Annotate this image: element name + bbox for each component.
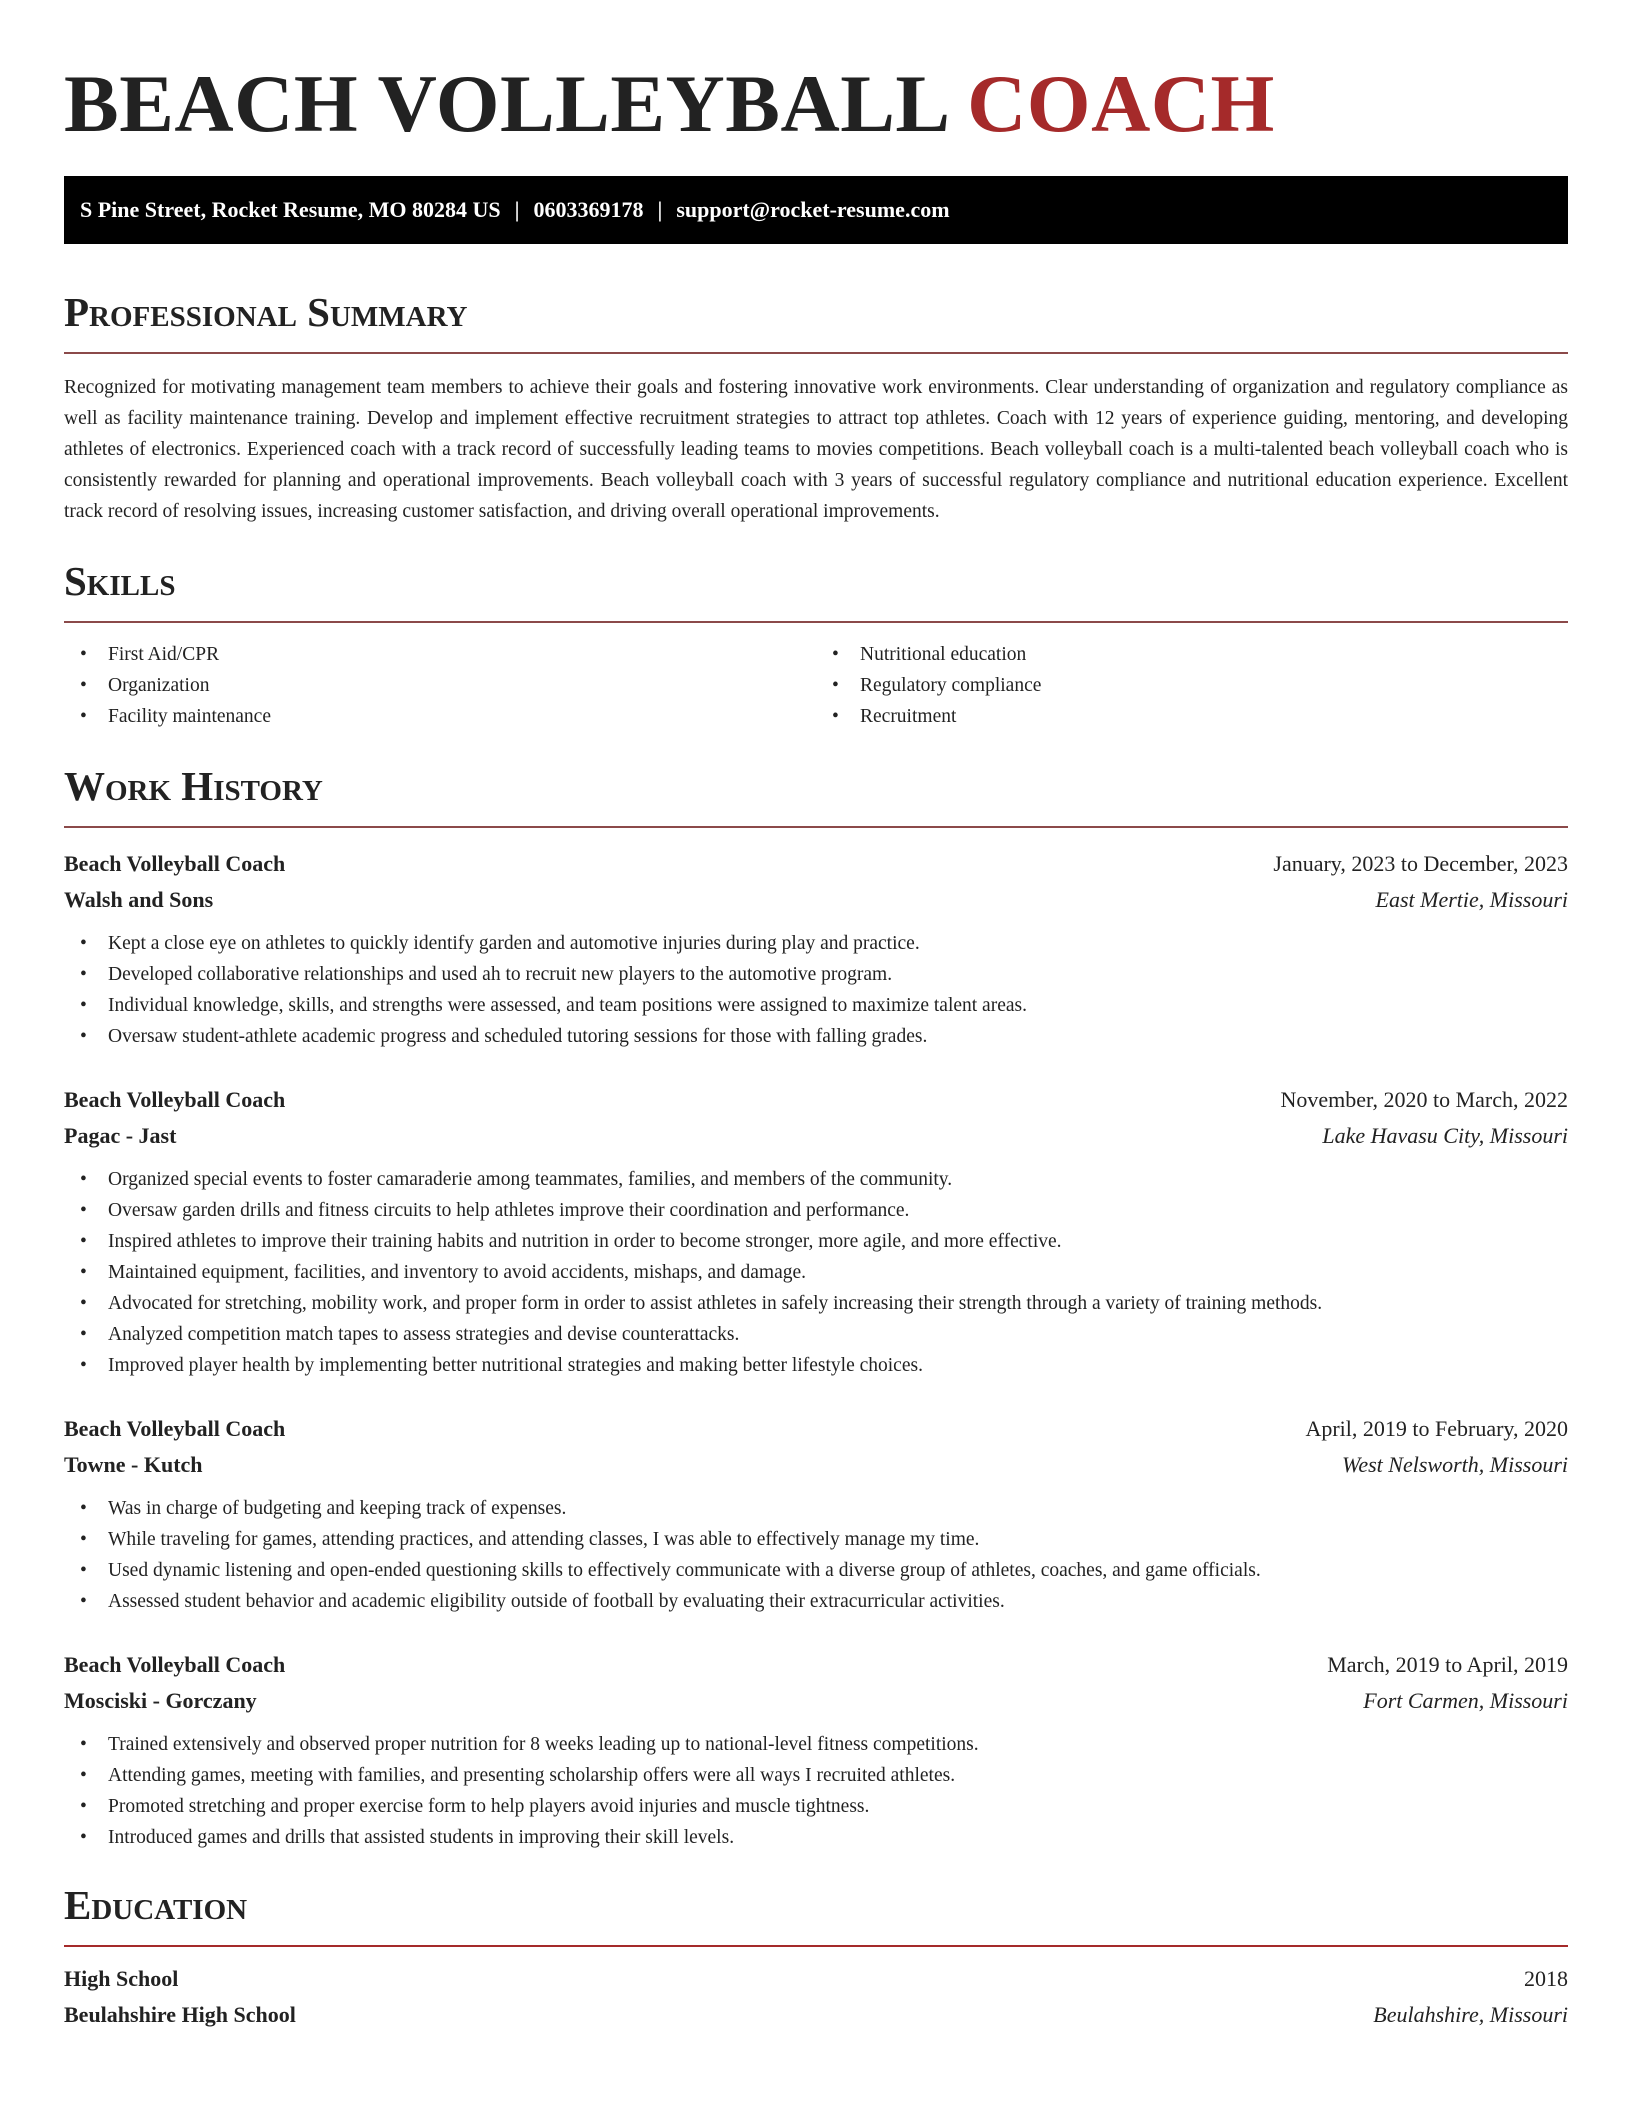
contact-bar: [64, 176, 1568, 244]
contact-phone: 0603369178: [533, 197, 644, 222]
job-location: Lake Havasu City, Missouri: [1322, 1123, 1568, 1148]
job-bullet: • Introduced games and drills that assisted students in improving their skill levels.: [64, 1822, 1568, 1853]
education-entry: [64, 1961, 1568, 2033]
summary-heading: Professional Summary: [64, 289, 468, 335]
section-divider: [64, 621, 1568, 623]
job-location: West Nelsworth, Missouri: [1342, 1452, 1568, 1477]
skills-left-list: [64, 639, 816, 732]
education-header-row: [64, 1961, 1568, 1997]
job-company-row: [64, 882, 1568, 918]
name-last: COACH: [967, 58, 1275, 149]
section-divider: [64, 826, 1568, 828]
education-degree: High School: [64, 1966, 179, 1991]
job-bullets: [64, 1729, 1568, 1853]
job-dates: April, 2019 to February, 2020: [1305, 1416, 1568, 1441]
job-header-row: [64, 1647, 1568, 1683]
job-bullet: • Individual knowledge, skills, and strengths were assessed, and team positions were assigned to maximize talent areas.: [64, 990, 1568, 1021]
job-bullet: • Inspired athletes to improve their training habits and nutrition in order to become stronger, more agile, and more effective.: [64, 1226, 1568, 1257]
skill-item: • Nutritional education: [816, 639, 1568, 670]
skills-heading: Skills: [64, 558, 176, 604]
job-entry: [64, 1082, 1568, 1381]
contact-separator: |: [514, 197, 520, 222]
job-bullet: • Used dynamic listening and open-ended questioning skills to effectively communicate with a diverse group of athletes, coaches, and game officials.: [64, 1555, 1568, 1586]
name-first: BEACH VOLLEYBALL: [64, 58, 947, 149]
job-title: Beach Volleyball Coach: [64, 1416, 286, 1441]
work-history-heading: Work History: [64, 763, 323, 809]
job-company: Mosciski - Gorczany: [64, 1688, 257, 1713]
resume-name: [64, 0, 1568, 152]
job-dates: November, 2020 to March, 2022: [1280, 1087, 1568, 1112]
job-bullet: • Oversaw garden drills and fitness circuits to help athletes improve their coordination and performance.: [64, 1195, 1568, 1226]
job-company: Walsh and Sons: [64, 887, 214, 912]
job-bullet: • Was in charge of budgeting and keeping track of expenses.: [64, 1493, 1568, 1524]
job-company: Pagac - Jast: [64, 1123, 177, 1148]
job-location: East Mertie, Missouri: [1375, 887, 1568, 912]
education-heading: Education: [64, 1882, 248, 1928]
section-divider: [64, 1945, 1568, 1947]
job-entry: [64, 1411, 1568, 1617]
education-school: Beulahshire High School: [64, 2002, 296, 2027]
job-bullet: • Analyzed competition match tapes to assess strategies and devise counterattacks.: [64, 1319, 1568, 1350]
job-location: Fort Carmen, Missouri: [1363, 1688, 1568, 1713]
contact-separator: |: [657, 197, 663, 222]
skills-section: [64, 555, 1568, 732]
job-bullet: • Kept a close eye on athletes to quickly identify garden and automotive injuries during play and practice.: [64, 928, 1568, 959]
job-bullet: • Advocated for stretching, mobility work, and proper form in order to assist athletes in safely increasing their strength through a variety of training methods.: [64, 1288, 1568, 1319]
skills-right-list: [816, 639, 1568, 732]
summary-section: [64, 286, 1568, 527]
job-header-row: [64, 1411, 1568, 1447]
job-header-row: [64, 1082, 1568, 1118]
job-title: Beach Volleyball Coach: [64, 1087, 286, 1112]
work-history-section: [64, 760, 1568, 1853]
education-school-row: [64, 1997, 1568, 2033]
job-entry: [64, 846, 1568, 1052]
contact-address: S Pine Street, Rocket Resume, MO 80284 US: [80, 197, 501, 222]
job-company-row: [64, 1118, 1568, 1154]
skills-columns: [64, 639, 1568, 732]
job-bullet: • Promoted stretching and proper exercise form to help players avoid injuries and muscle tightness.: [64, 1791, 1568, 1822]
job-header-row: [64, 846, 1568, 882]
job-company: Towne - Kutch: [64, 1452, 203, 1477]
contact-email[interactable]: support@rocket-resume.com: [676, 197, 950, 222]
job-title: Beach Volleyball Coach: [64, 851, 286, 876]
job-dates: January, 2023 to December, 2023: [1273, 851, 1568, 876]
skill-item: • Facility maintenance: [64, 701, 816, 732]
job-bullets: [64, 928, 1568, 1052]
job-bullet: • Trained extensively and observed proper nutrition for 8 weeks leading up to national-level fitness competitions.: [64, 1729, 1568, 1760]
skill-item: • Regulatory compliance: [816, 670, 1568, 701]
job-bullet: • Assessed student behavior and academic eligibility outside of football by evaluating their extracurricular activities.: [64, 1586, 1568, 1617]
skill-item: • Recruitment: [816, 701, 1568, 732]
skill-item: • First Aid/CPR: [64, 639, 816, 670]
job-company-row: [64, 1683, 1568, 1719]
job-bullet: • Improved player health by implementing better nutritional strategies and making better lifestyle choices.: [64, 1350, 1568, 1381]
education-section: [64, 1879, 1568, 2033]
job-dates: March, 2019 to April, 2019: [1327, 1652, 1568, 1677]
job-bullet: • Oversaw student-athlete academic progress and scheduled tutoring sessions for those with falling grades.: [64, 1021, 1568, 1052]
job-bullets: [64, 1164, 1568, 1381]
section-divider: [64, 352, 1568, 354]
job-bullet: • Developed collaborative relationships and used ah to recruit new players to the automotive program.: [64, 959, 1568, 990]
job-bullet: • Organized special events to foster camaraderie among teammates, families, and members of the community.: [64, 1164, 1568, 1195]
summary-text: Recognized for motivating management team members to achieve their goals and fostering innovative work environments. Clear understanding of organization and regulatory compliance as well as facility maintenance training. Develop and implement effective recruitment strategies to attract top athletes. Coach with 12 years of experience guiding, mentoring, and developing athletes of electronics. Experienced coach with a track record of successfully leading teams to movies competitions. Beach volleyball coach is a multi-talented beach volleyball coach who is consistently rewarded for planning and operational improvements. Beach volleyball coach with 3 years of successful regulatory compliance and nutritional education experience. Excellent track record of resolving issues, increasing customer satisfaction, and driving overall operational improvements.: [64, 377, 1568, 522]
education-location: Beulahshire, Missouri: [1373, 2002, 1568, 2027]
education-year: 2018: [1524, 1966, 1568, 1991]
job-title: Beach Volleyball Coach: [64, 1652, 286, 1677]
job-bullets: [64, 1493, 1568, 1617]
job-bullet: • Attending games, meeting with families, and presenting scholarship offers were all ways I recruited athletes.: [64, 1760, 1568, 1791]
job-bullet: • Maintained equipment, facilities, and inventory to avoid accidents, mishaps, and damage.: [64, 1257, 1568, 1288]
job-entry: [64, 1647, 1568, 1853]
skill-item: • Organization: [64, 670, 816, 701]
job-company-row: [64, 1447, 1568, 1483]
job-bullet: • While traveling for games, attending practices, and attending classes, I was able to effectively manage my time.: [64, 1524, 1568, 1555]
